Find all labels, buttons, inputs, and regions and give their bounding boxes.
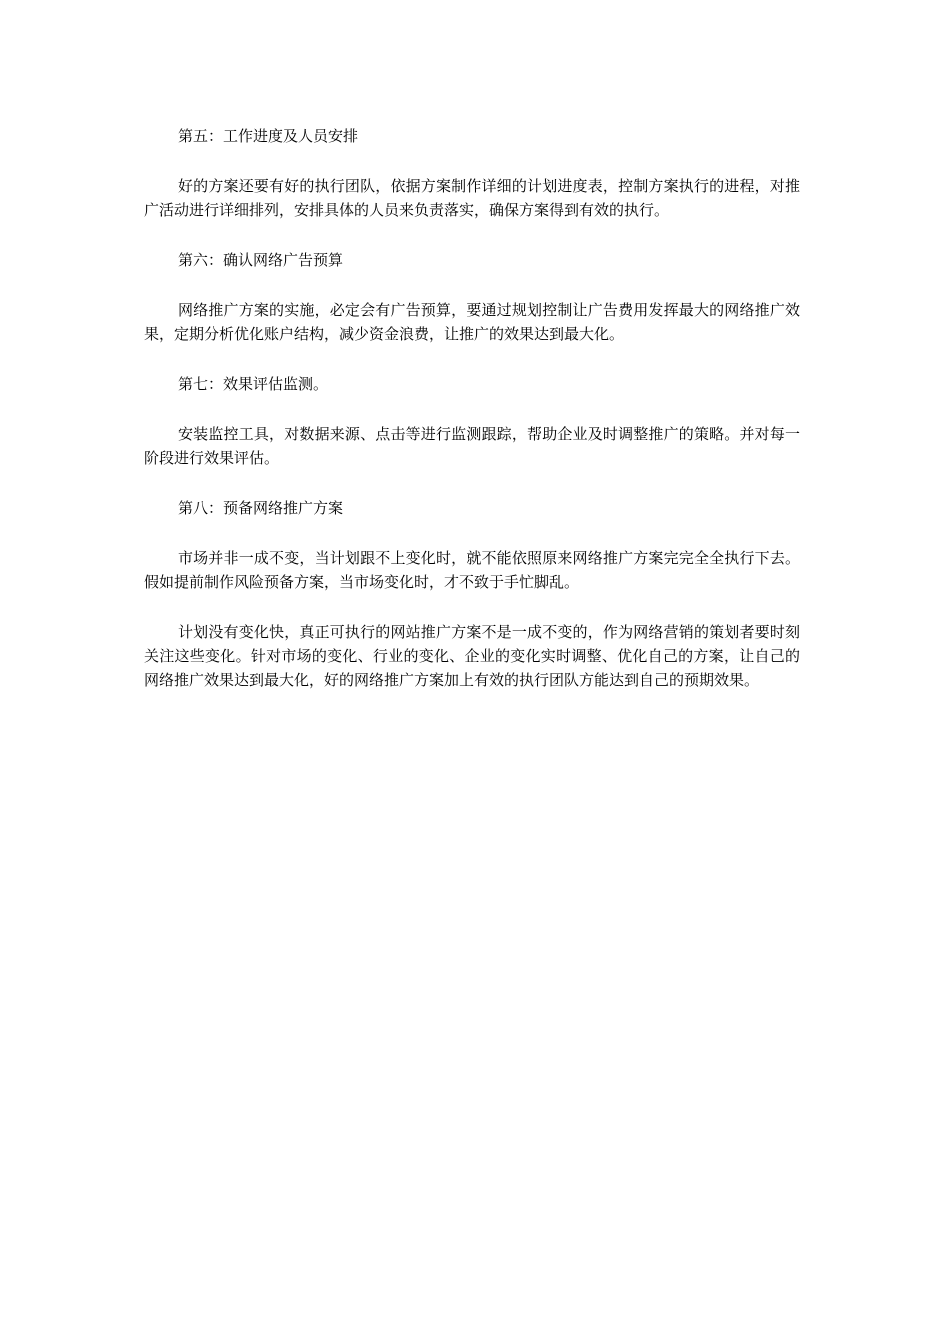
section-heading-8: 第八：预备网络推广方案 (178, 499, 344, 517)
section-paragraph-8-1: 市场并非一成不变，当计划跟不上变化时，就不能依照原来网络推广方案完完全全执行下去。假如提前制作风险预备方案，当市场变化时，才不致于手忙脚乱。 (144, 549, 800, 591)
section-paragraph-6-1: 网络推广方案的实施，必定会有广告预算，要通过规划控制让广告费用发挥最大的网络推广效果，定期分析优化账户结构，减少资金浪费，让推广的效果达到最大化。 (144, 301, 800, 343)
section-heading-6: 第六：确认网络广告预算 (178, 251, 344, 269)
document-body (144, 124, 800, 718)
section-heading-7: 第七：效果评估监测。 (178, 375, 329, 393)
section-heading-5: 第五：工作进度及人员安排 (178, 127, 359, 145)
section-paragraph-7-1: 安装监控工具，对数据来源、点击等进行监测跟踪，帮助企业及时调整推广的策略。并对每一阶段进行效果评估。 (144, 425, 800, 467)
section-paragraph-8-2: 计划没有变化快，真正可执行的网站推广方案不是一成不变的，作为网络营销的策划者要时刻关注这些变化。针对市场的变化、行业的变化、企业的变化实时调整、优化自己的方案，让自己的网络推广效果达到最大化，好的网络推广方案加上有效的执行团队方能达到自己的预期效果。 (144, 623, 800, 689)
section-paragraph-5-1: 好的方案还要有好的执行团队，依据方案制作详细的计划进度表，控制方案执行的进程，对推广活动进行详细排列，安排具体的人员来负责落实，确保方案得到有效的执行。 (144, 177, 800, 219)
